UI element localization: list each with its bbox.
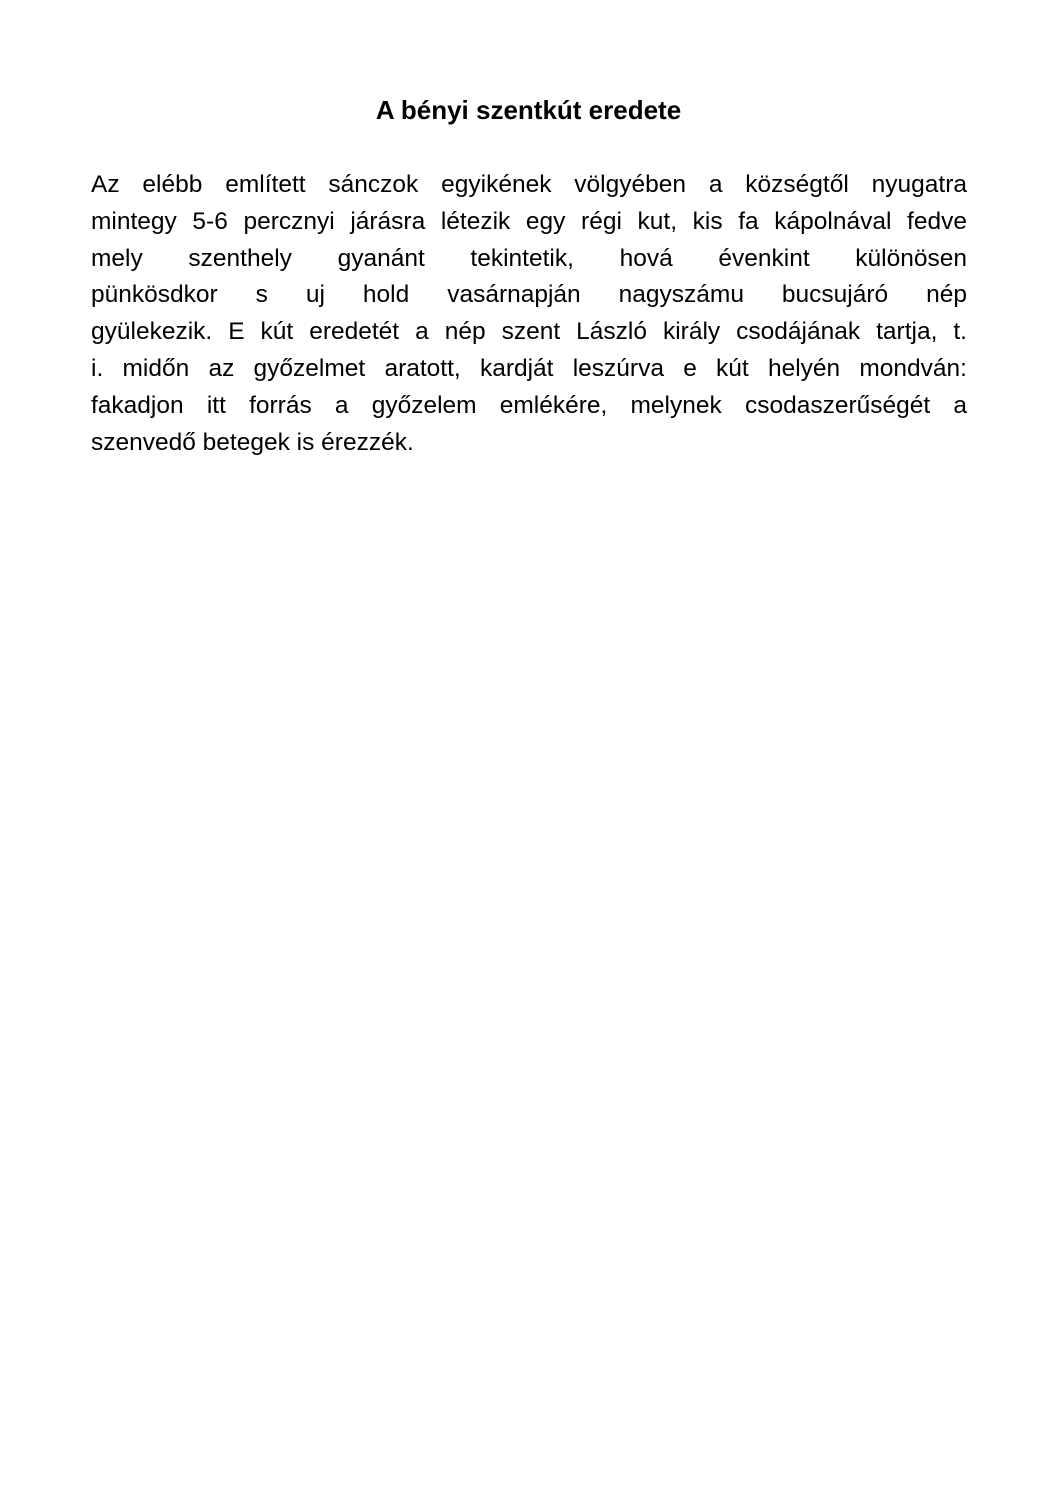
- paragraph-line: i. midőn az győzelmet aratott, kardját leszúrva e kút helyén mondván:: [91, 354, 967, 382]
- paragraph-line: gyülekezik. E kút eredetét a nép szent László király csodájának tartja, t.: [91, 318, 967, 346]
- paragraph-line: mely szenthely gyanánt tekintetik, hová évenkint különösen: [91, 244, 967, 272]
- paragraph-line: mintegy 5-6 percznyi járásra létezik egy régi kut, kis fa kápolnával fedve: [91, 207, 967, 235]
- body-paragraph: [91, 167, 967, 461]
- paragraph-line: Az elébb említett sánczok egyikének völgyében a községtől nyugatra: [91, 171, 967, 198]
- document-title: A bényi szentkút eredete: [375, 95, 682, 125]
- paragraph-line: szenvedő betegek is érezzék.: [91, 428, 414, 456]
- paragraph-line: pünkösdkor s uj hold vasárnapján nagyszámu bucsujáró nép: [91, 281, 967, 309]
- paragraph-line: fakadjon itt forrás a győzelem emlékére, melynek csodaszerűségét a: [91, 391, 967, 419]
